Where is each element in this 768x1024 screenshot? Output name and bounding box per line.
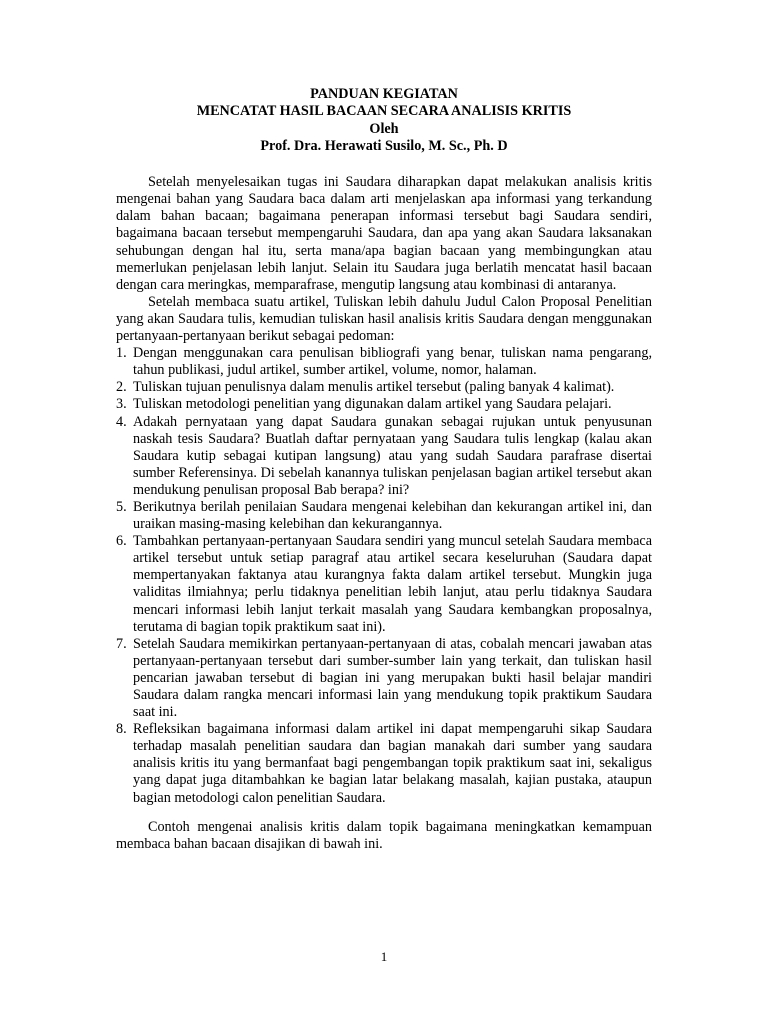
list-item-number: 3. — [116, 396, 127, 413]
document-heading — [116, 86, 652, 155]
list-item-text: Dengan menggunakan cara penulisan bibliografi yang benar, tuliskan nama pengarang, tahun publikasi, judul artikel, sumber artikel, volume, nomor, halaman. — [133, 345, 652, 379]
list-item-number: 4. — [116, 413, 127, 430]
document-title: PANDUAN KEGIATAN — [310, 86, 458, 102]
list-item-text: Refleksikan bagaimana informasi dalam artikel ini dapat mempengaruhi sikap Saudara terhadap masalah penelitian saudara dan bagian manakah dari sumber yang saudara analisis kritis itu yang bermanfaat bagi pengembangan topik praktikum saat ini, sekaligus yang dapat juga ditambahkan ke bagian latar belakang masalah, kajian pustaka, ataupun bagian metodologi calon penelitian Saudara. — [133, 721, 652, 806]
list-item-text: Tuliskan metodologi penelitian yang digunakan dalam artikel yang Saudara pelajari. — [133, 396, 612, 413]
list-item-number: 8. — [116, 721, 127, 738]
list-item-text: Setelah Saudara memikirkan pertanyaan-pertanyaan di atas, cobalah mencari jawaban atas pertanyaan-pertanyaan tersebut dari sumber-sumber lain yang terkait, dan tuliskan hasil pencarian jawaban tersebut di bagian ini yang merupakan bukti hasil belajar mandiri Saudara dalam rangka mencari informasi lain yang mendukung topik praktikum Saudara saat ini. — [133, 635, 652, 721]
list-item — [116, 533, 652, 636]
guideline-list — [116, 345, 652, 807]
list-item-text: Tambahkan pertanyaan-pertanyaan Saudara sendiri yang muncul setelah Saudara membaca artikel tersebut untuk setiap paragraf atau artikel secara keseluruhan (Saudara dapat mempertanyakan faktanya atau kurangnya fakta dalam artikel tersebut. Mungkin juga validitas ilmiahnya; perlu tidaknya penelitian lebih lanjut, atau perlu tidaknya Saudara mencari informasi lebih lanjut terkait masalah yang Saudara kembangkan proposalnya, terutama di bagian topik praktikum saat ini). — [133, 533, 652, 635]
list-item-text: Tuliskan tujuan penulisnya dalam menulis artikel tersebut (paling banyak 4 kalimat). — [133, 379, 615, 396]
list-item-number: 1. — [116, 345, 127, 362]
list-item — [116, 414, 652, 499]
list-item — [116, 345, 652, 379]
document-author: Prof. Dra. Herawati Susilo, M. Sc., Ph. D — [260, 137, 508, 154]
list-item — [116, 636, 652, 721]
list-item-number: 2. — [116, 379, 127, 396]
page-number: 1 — [380, 949, 388, 964]
document-by: Oleh — [369, 120, 399, 137]
document-page — [116, 86, 652, 853]
intro-paragraph: Setelah menyelesaikan tugas ini Saudara diharapkan dapat melakukan analisis kritis mengenai bahan yang Saudara baca dalam arti menjelaskan apa informasi yang terkandung dalam bahan bacaan; bagaimana penerapan informasi tersebut bagi Saudara sendiri, bagaimana bacaan tersebut mempengaruhi Saudara, dan apa yang akan Saudara laksanakan sehubungan dengan hal itu, serta mana/apa bagian bacaan yang membingungkan atau memerlukan penjelasan lebih lanjut. Selain itu Saudara juga berlatih mencatat hasil bacaan dengan cara meringkas, memparafrase, mengutip langsung atau kombinasi di antaranya. — [116, 174, 652, 293]
list-item — [116, 379, 652, 396]
list-item-number: 6. — [116, 533, 127, 550]
instructions-paragraph: Setelah membaca suatu artikel, Tuliskan lebih dahulu Judul Calon Proposal Penelitian yang akan Saudara tulis, kemudian tuliskan hasil analisis kritis Saudara dengan menggunakan pertanyaan-pertanyaan berikut sebagai pedoman: — [116, 293, 652, 345]
list-item-number: 7. — [116, 635, 127, 652]
list-item-text: Berikutnya berilah penilaian Saudara mengenai kelebihan dan kekurangan artikel ini, dan uraikan masing-masing kelebihan dan kekurangannya. — [133, 498, 652, 533]
document-subtitle: MENCATAT HASIL BACAAN SECARA ANALISIS KRITIS — [196, 103, 572, 120]
closing-paragraph: Contoh mengenai analisis kritis dalam topik bagaimana meningkatkan kemampuan membaca bahan bacaan disajikan di bawah ini. — [116, 818, 652, 852]
list-item — [116, 499, 652, 533]
list-item — [116, 721, 652, 806]
list-item-text: Adakah pernyataan yang dapat Saudara gunakan sebagai rujukan untuk penyusunan naskah tesis Saudara? Buatlah daftar pernyataan yang Saudara tulis lengkap (kalau akan Saudara kutip sebagai kutipan langsung) atau yang sudah Saudara parafrase disertai sumber Referensinya. Di sebelah kanannya tuliskan penjelasan bagian artikel tersebut akan mendukung penulisan proposal Bab berapa? ini? — [133, 413, 652, 498]
list-item — [116, 396, 652, 413]
list-item-number: 5. — [116, 498, 127, 515]
